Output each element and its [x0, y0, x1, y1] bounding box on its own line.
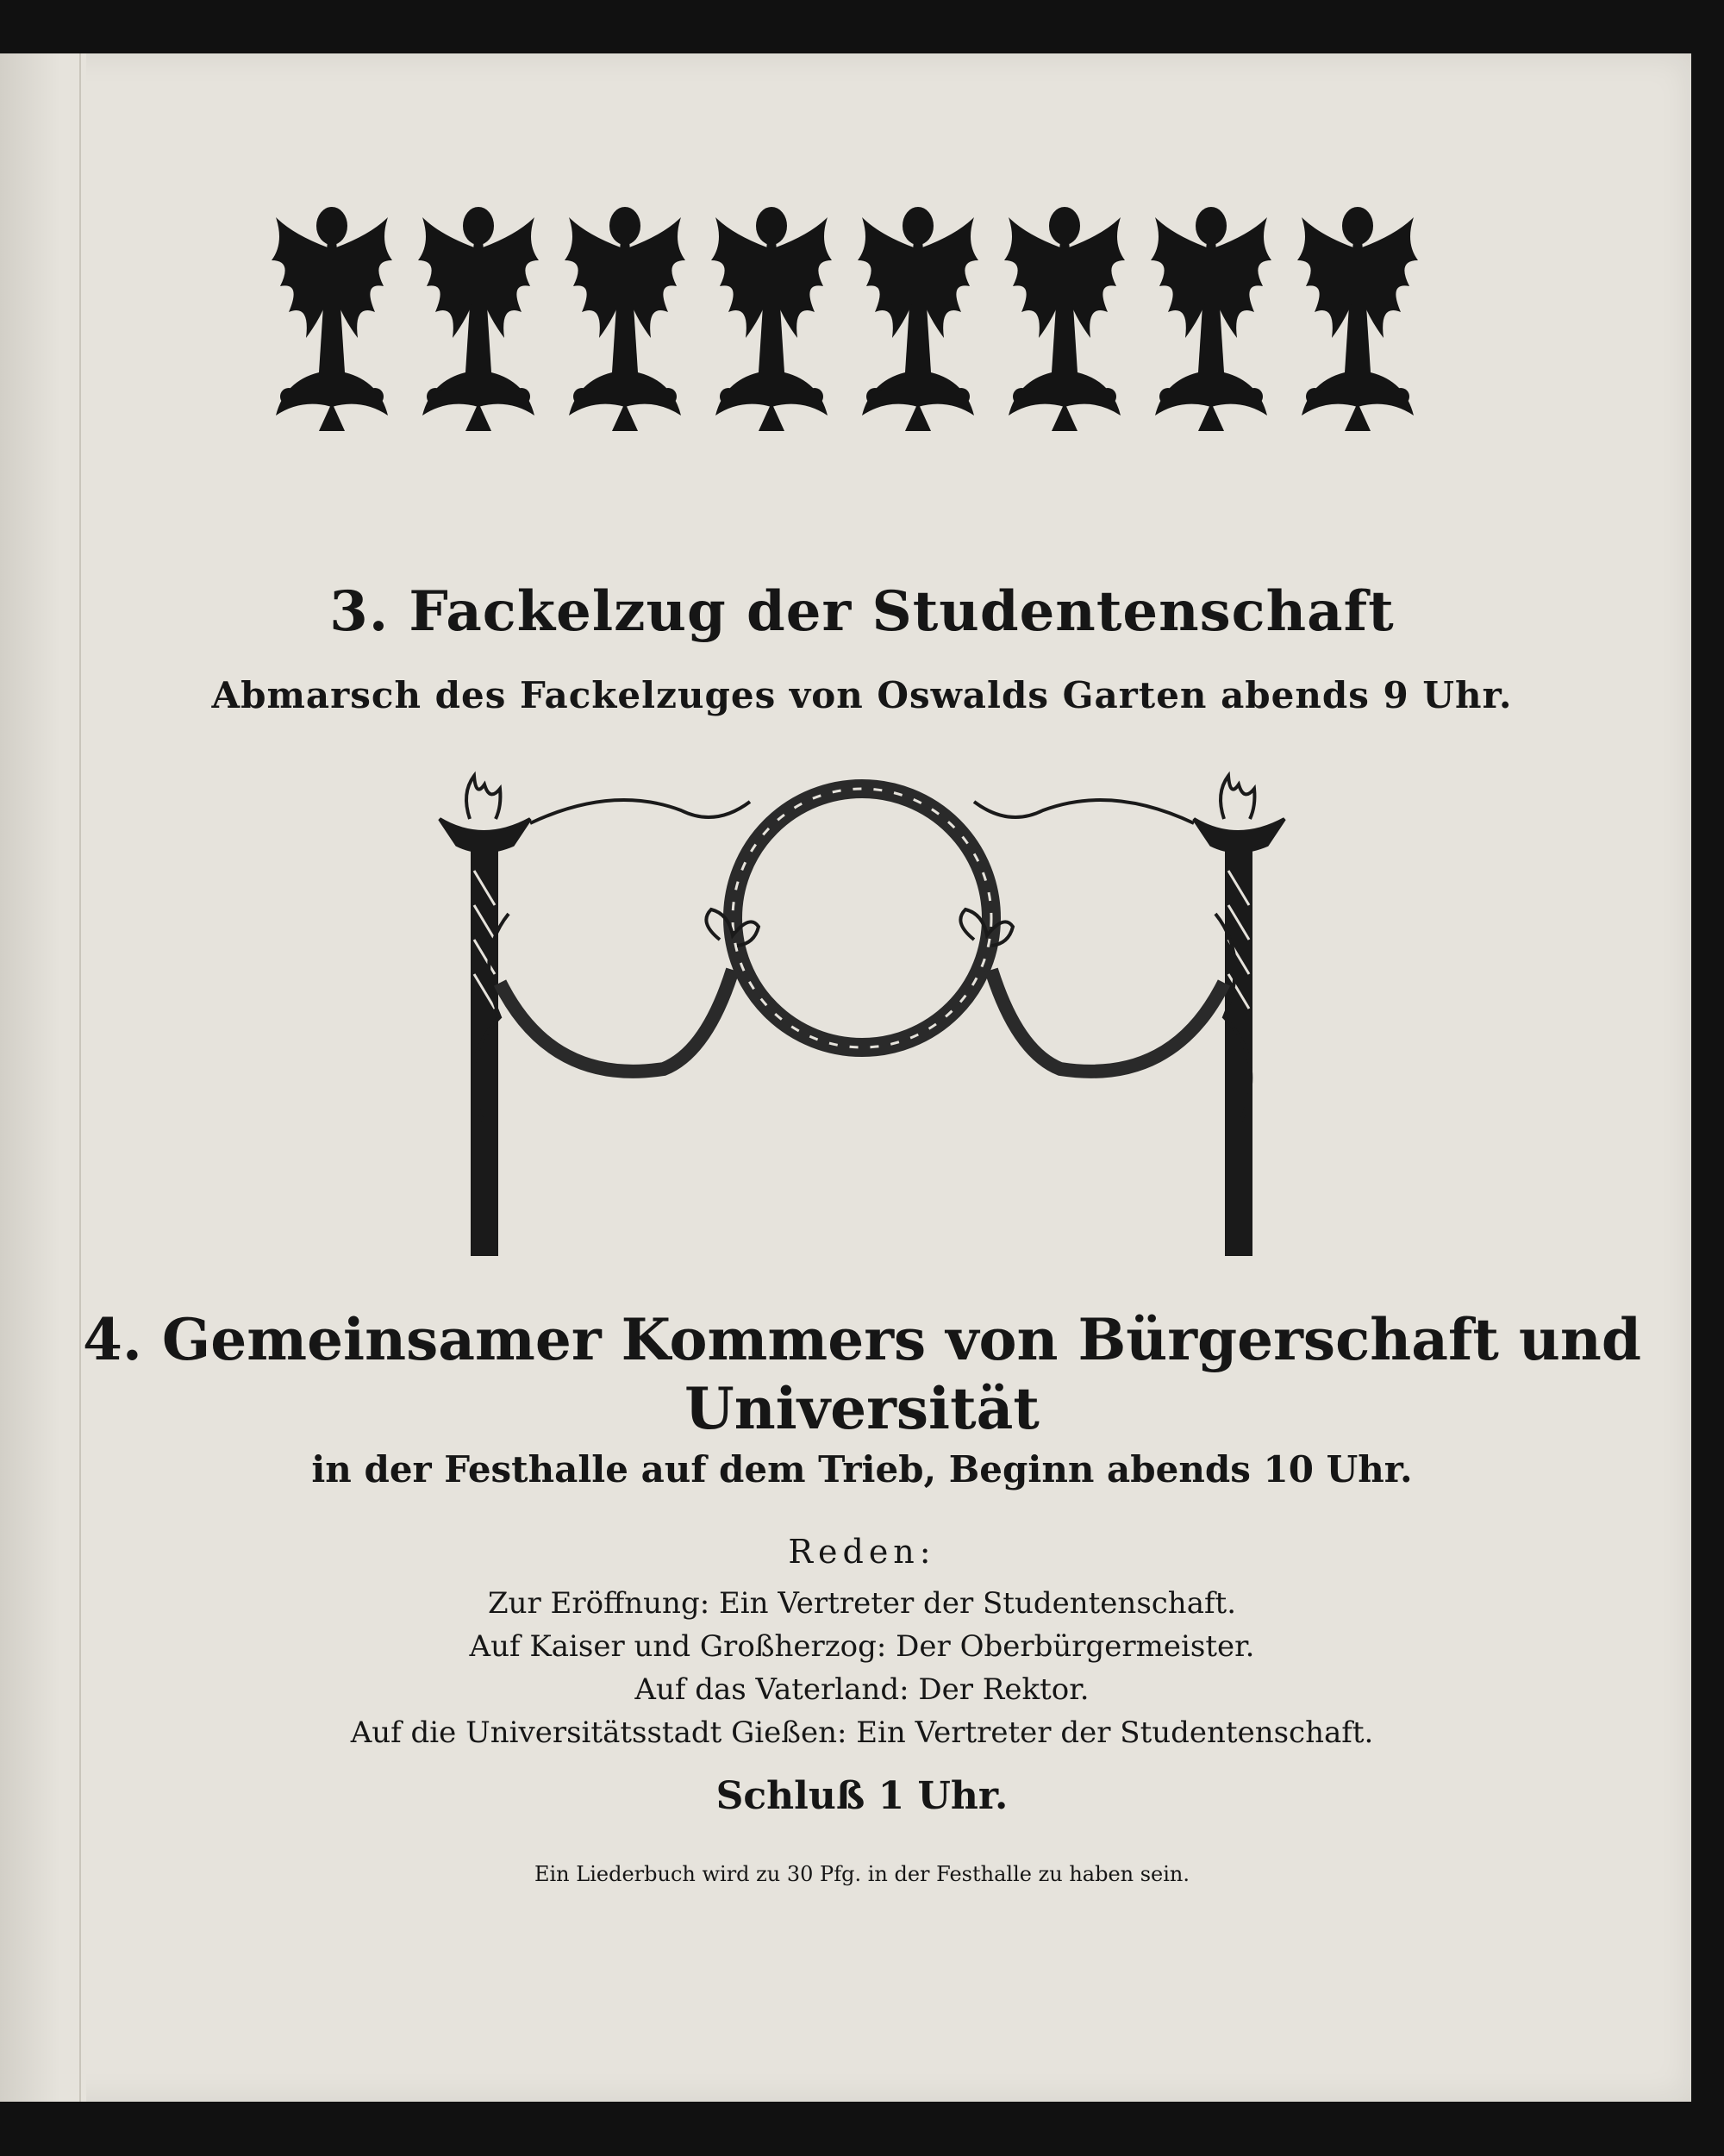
laurel-wreath [733, 789, 991, 1047]
section3-subtitle: Abmarsch des Fackelzuges von Oswalds Garten abends 9 Uhr. [211, 674, 1513, 716]
closing-time: Schluß 1 Uhr. [715, 1774, 1009, 1818]
section4-title-line1: 4. Gemeinsamer Kommers von Bürgerschaft und [83, 1306, 1641, 1373]
section4-title [0, 1305, 1724, 1443]
section4-subtitle: in der Festhalle auf dem Trieb, Beginn abends 10 Uhr. [311, 1448, 1413, 1490]
eagle-icon [267, 200, 397, 433]
speech-item: Auf Kaiser und Großherzog: Der Oberbürgermeister. [469, 1629, 1255, 1664]
left-garland [500, 970, 733, 1072]
eagle-icon [853, 200, 983, 433]
speech-item: Auf das Vaterland: Der Rektor. [634, 1672, 1090, 1707]
speech-item: Zur Eröffnung: Ein Vertreter der Studentenschaft. [487, 1586, 1237, 1621]
torch-wreath-ornament [422, 759, 1302, 1293]
right-torch-bowl [1194, 819, 1284, 852]
eagle-icon [707, 200, 836, 433]
left-torch-flame [466, 776, 500, 819]
songbook-note: Ein Liederbuch wird zu 30 Pfg. in der Festhalle zu haben sein. [534, 1862, 1190, 1886]
eagle-icon [1146, 200, 1276, 433]
speech-item: Auf die Universitätsstadt Gießen: Ein Vertreter der Studentenschaft. [350, 1715, 1374, 1750]
left-torch-bowl [440, 819, 530, 852]
eagle-icon [1293, 200, 1422, 433]
right-torch-flame [1221, 776, 1254, 819]
eagle-icon [560, 200, 690, 433]
section3-title: 3. Fackelzug der Studentenschaft [329, 579, 1395, 644]
eagle-ornament-band [267, 200, 1422, 433]
section4-title-line2: Universität [684, 1375, 1040, 1442]
eagle-icon [1000, 200, 1129, 433]
right-garland [991, 970, 1224, 1072]
eagle-icon [414, 200, 543, 433]
speeches-heading: Reden: [788, 1533, 936, 1571]
